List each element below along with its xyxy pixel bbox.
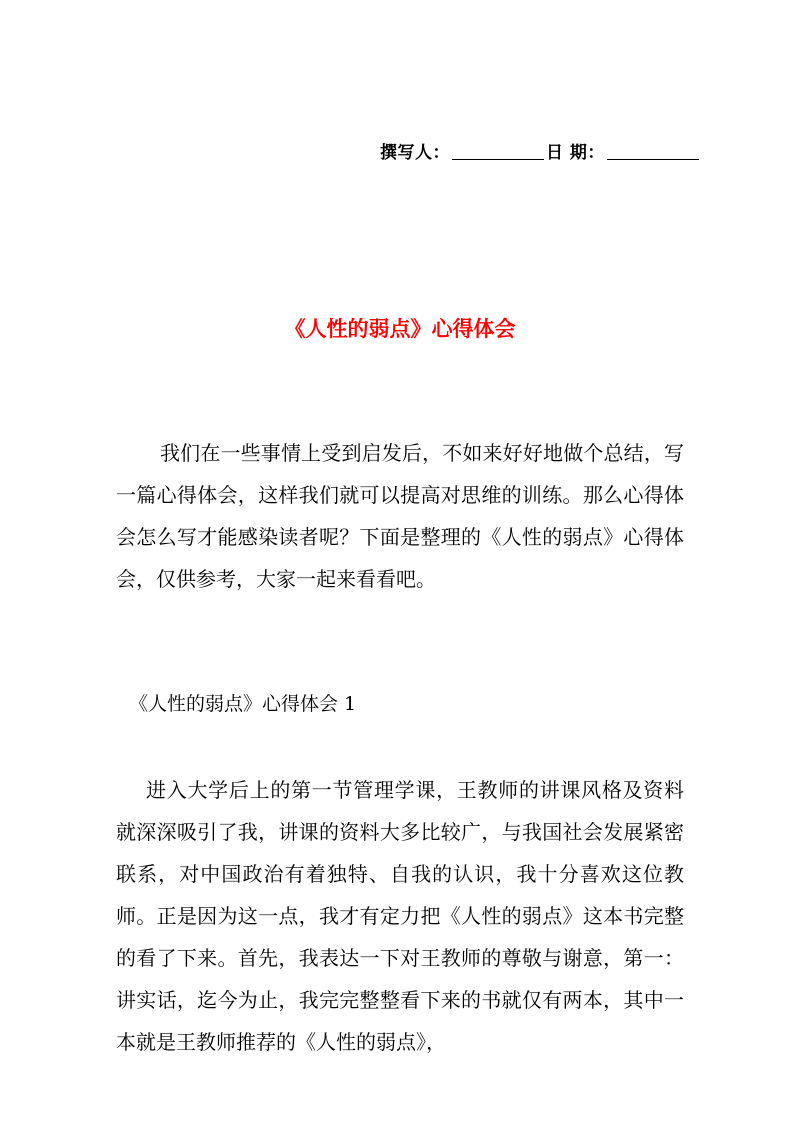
document-title: 《人性的弱点》心得体会 [284,316,516,341]
date-label: 日 期： [546,143,605,163]
author-blank [452,143,544,160]
section-heading: 《人性的弱点》心得体会 1 [129,693,357,715]
author-label: 撰写人： [380,143,450,163]
date-blank [607,143,699,160]
section-body-paragraph: 进入大学后上的第一节管理学课，王教师的讲课风格及资料就深深吸引了我，讲课的资料大多比较广，与我国社会发展紧密联系，对中国政治有着独特、自我的认识，我十分喜欢这位教师。正是因为这一点，我才有定力把《人性的弱点》这本书完整的看了下来。首先，我表达一下对王教师的尊敬与谢意，第一：讲实话，迄今为止，我完完整整看下来的书就仅有两本，其中一本就是王教师推荐的《人性的弱点》， [116,778,684,1054]
author-date-line [380,138,701,163]
intro-paragraph: 我们在一些事情上受到启发后，不如来好好地做个总结，写一篇心得体会，这样我们就可以提高对思维的训练。那么心得体会怎么写才能感染读者呢？下面是整理的《人性的弱点》心得体会，仅供参考，大家一起来看看吧。 [116,441,684,591]
